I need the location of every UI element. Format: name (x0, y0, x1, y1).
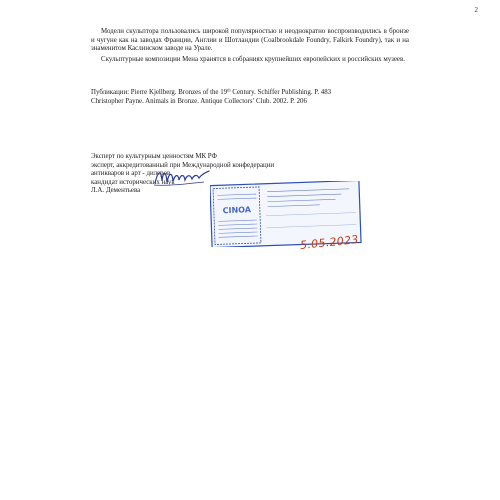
expert-title-line: Эксперт по культурным ценностям МК РФ (91, 153, 217, 160)
expert-name: Л.А. Дементьева (91, 187, 141, 195)
handwritten-signature (152, 165, 212, 189)
expert-degree-line: кандидат исторических наук (91, 178, 175, 186)
publications-block (91, 89, 421, 106)
publication-line-1-suffix: Century. Schiffer Publishing. P. 483 (230, 89, 332, 96)
page-number: 2 (474, 6, 478, 14)
publication-line-1-prefix: Публикации: Pierre Kjellberg. Bronzes of the 19 (91, 89, 228, 96)
description-paragraph-1: Модели скульптора пользовались широкой популярностью и неоднократно воспроизводились в бронзе и чугуне как на заводах Франции, Англии и Шотландии (Coalbrookdale Foundry, Falkirk Foundry), так и на знаменитом Каслинском заводе на Урале. (91, 28, 409, 53)
stamp-date: 5.05.2023 (299, 232, 360, 253)
description-paragraph-2: Скульптурные композиции Мена хранятся в собраниях крупнейших европейских и российских музеев. (101, 56, 405, 63)
publication-line-2: Christopher Payne. Animals in Bronze. Antique Collectors’ Club. 2002. P. 206 (91, 97, 307, 105)
expert-accreditation-line: эксперт, аккредитованный при Международной конфедерации (91, 161, 275, 169)
publication-line-1 (91, 89, 421, 98)
svg-text:CINOA: CINOA (222, 205, 252, 216)
expert-dealers-line: антикваров и арт - дилеров (91, 170, 171, 178)
publication-superscript: th (227, 87, 231, 93)
